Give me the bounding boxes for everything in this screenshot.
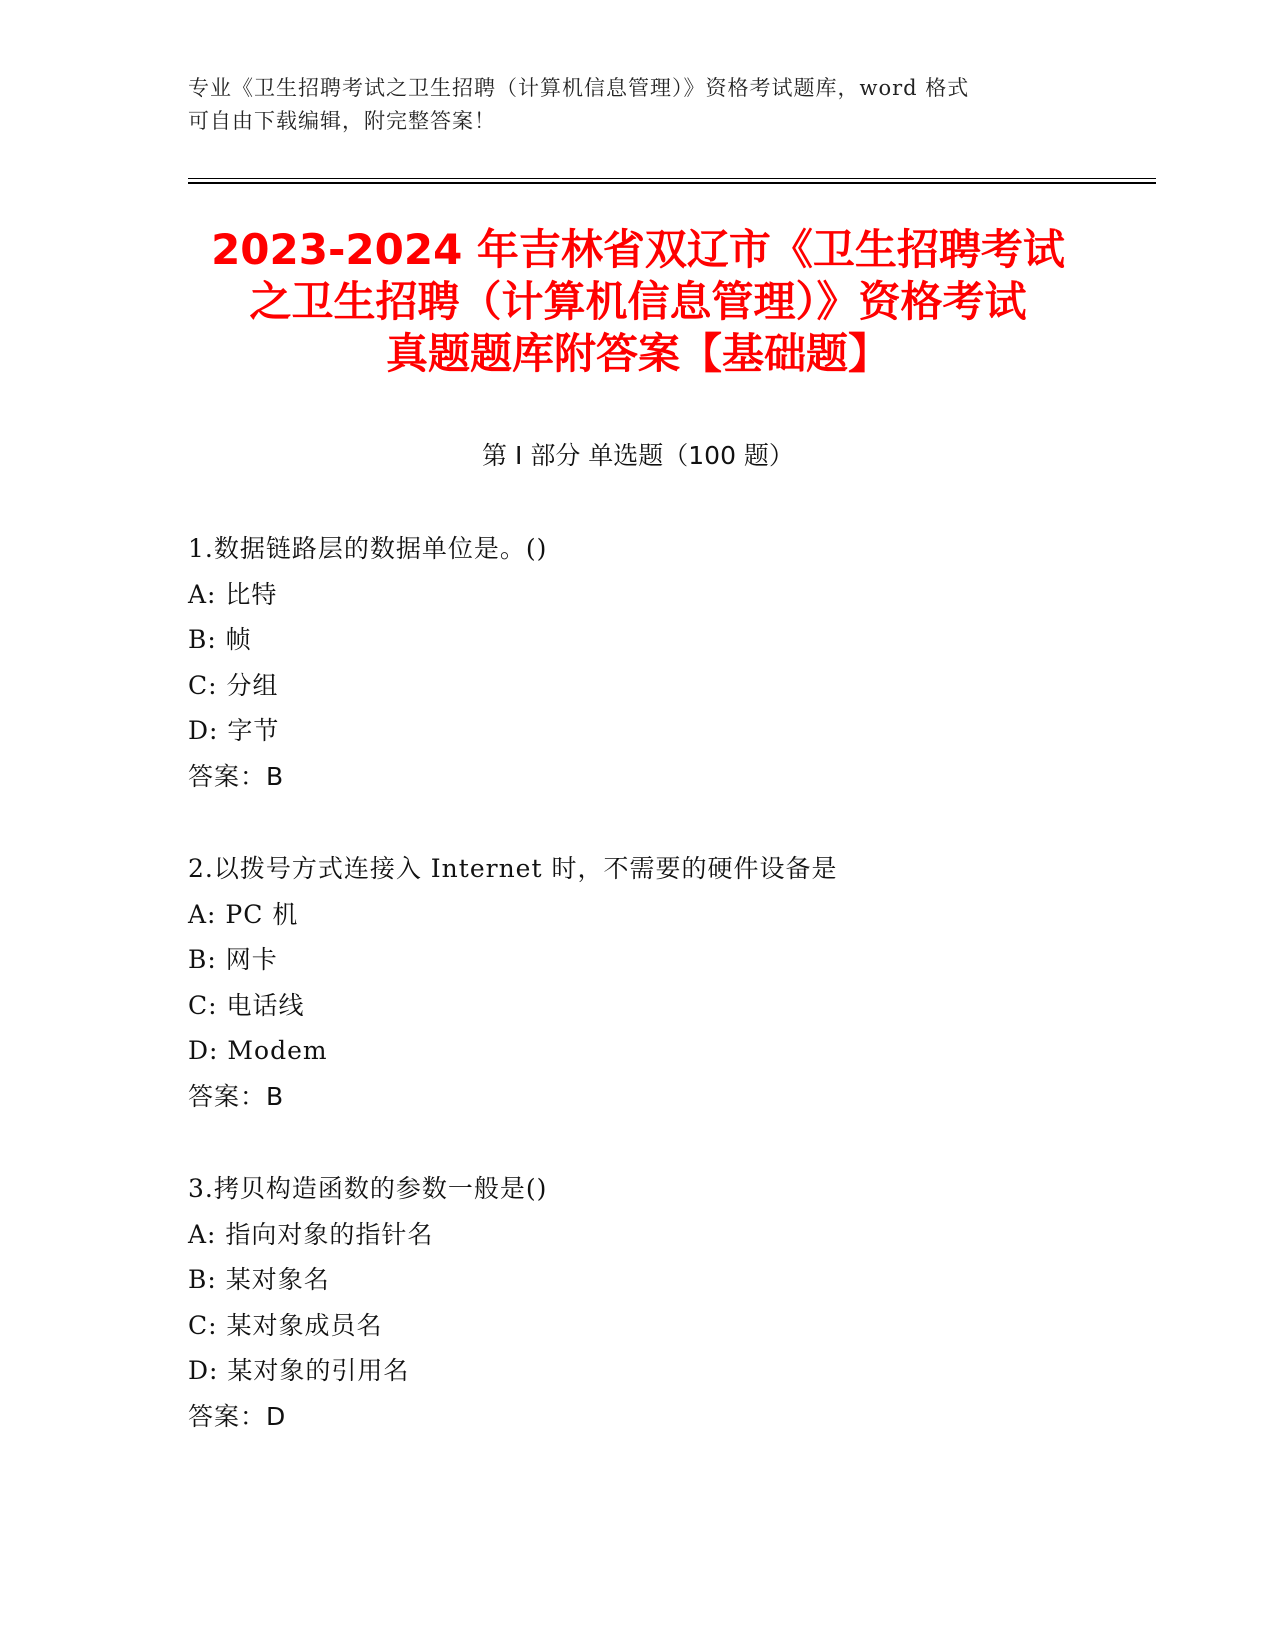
question-3 (188, 1166, 1128, 1439)
option-c: C: 分组 (188, 670, 279, 700)
option-b: B: 某对象名 (188, 1265, 330, 1294)
answer: 答案：B (188, 1081, 285, 1111)
header-note-line-1: 专业《卫生招聘考试之卫生招聘（计算机信息管理）》资格考试题库，word 格式 (188, 76, 970, 100)
header-divider-thick (188, 182, 1156, 184)
option-a: A: PC 机 (188, 899, 299, 929)
option-d: D: Modem (188, 1036, 328, 1065)
section-heading: 第 I 部分 单选题（100 题） (482, 441, 794, 470)
header-note-line-2: 可自由下载编辑，附完整答案！ (188, 109, 496, 133)
document-header-note (188, 72, 1088, 138)
option-c: C: 某对象成员名 (188, 1310, 383, 1340)
option-b: B: 网卡 (188, 945, 278, 974)
question-stem: 2.以拨号方式连接入 Internet 时，不需要的硬件设备是 (188, 854, 838, 883)
option-a: A: 比特 (188, 579, 278, 609)
document-title (188, 224, 1088, 380)
title-line-1: 2023-2024 年吉林省双辽市《卫生招聘考试 (211, 225, 1065, 274)
question-2 (188, 846, 1128, 1119)
option-b: B: 帧 (188, 625, 252, 654)
header-divider-thin (188, 178, 1156, 179)
question-stem: 1.数据链路层的数据单位是。() (188, 534, 548, 563)
answer: 答案：B (188, 761, 285, 791)
option-a: A: 指向对象的指针名 (188, 1219, 434, 1249)
option-c: C: 电话线 (188, 990, 305, 1020)
question-1 (188, 526, 1128, 799)
question-stem: 3.拷贝构造函数的参数一般是() (188, 1174, 548, 1203)
title-line-3: 真题题库附答案【基础题】 (385, 329, 890, 378)
option-d: D: 字节 (188, 716, 280, 745)
answer: 答案：D (188, 1401, 287, 1431)
option-d: D: 某对象的引用名 (188, 1356, 410, 1385)
title-line-2: 之卫生招聘（计算机信息管理）》资格考试 (249, 277, 1027, 326)
